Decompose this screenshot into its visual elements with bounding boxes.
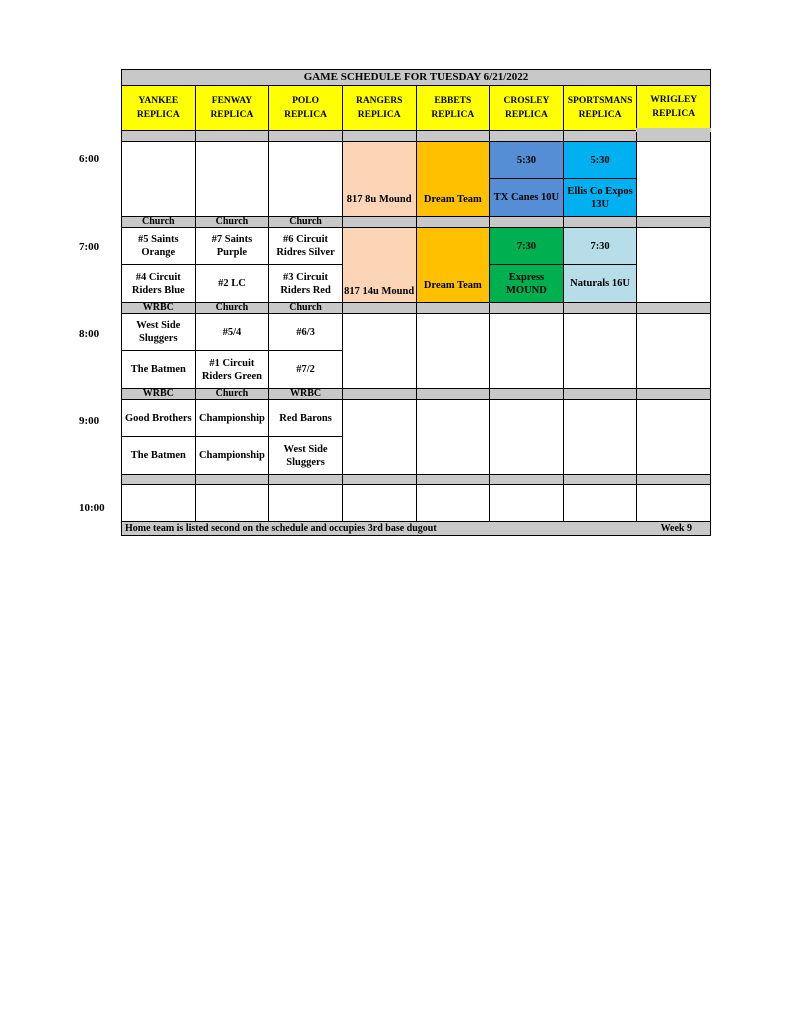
field-header: RANGERS REPLICA <box>342 86 416 131</box>
spacer-label: Church <box>269 303 343 314</box>
game-cell: #1 Circuit Riders Green <box>195 351 269 389</box>
empty-cell <box>637 142 711 217</box>
game-cell: Naturals 16U <box>563 265 637 303</box>
time-label: 10:00 <box>79 502 105 514</box>
empty-cell <box>195 142 269 217</box>
schedule-table <box>121 85 711 522</box>
game-cell: Dream Team <box>416 228 490 303</box>
field-header: EBBETS REPLICA <box>416 86 490 131</box>
game-cell: West Side Sluggers <box>122 314 196 351</box>
empty-cell <box>563 314 637 389</box>
field-header-row <box>122 86 711 131</box>
game-cell: Express MOUND <box>490 265 564 303</box>
game-cell: #7 Saints Purple <box>195 228 269 265</box>
game-cell: Championship <box>195 437 269 475</box>
game-cell: Championship <box>195 400 269 437</box>
time-label: 6:00 <box>79 153 100 165</box>
game-cell: #5 Saints Orange <box>122 228 196 265</box>
footer-note: Home team is listed second on the schedule and occupies 3rd base dugout <box>125 523 437 534</box>
spacer-label: WRBC <box>122 303 196 314</box>
game-cell: 817 8u Mound <box>342 142 416 217</box>
spacer-label: Church <box>195 217 269 228</box>
game-cell: The Batmen <box>122 351 196 389</box>
game-cell: #3 Circuit Riders Red <box>269 265 343 303</box>
field-header: POLO REPLICA <box>269 86 343 131</box>
game-cell: #2 LC <box>195 265 269 303</box>
spacer-label: Church <box>195 303 269 314</box>
game-cell: Red Barons <box>269 400 343 437</box>
game-cell: #7/2 <box>269 351 343 389</box>
game-cell: #4 Circuit Riders Blue <box>122 265 196 303</box>
spacer-label: WRBC <box>269 389 343 400</box>
week-label: Week 9 <box>660 523 692 534</box>
empty-cell <box>637 228 711 303</box>
empty-cell <box>269 142 343 217</box>
game-cell: #6 Circuit Ridres Silver <box>269 228 343 265</box>
game-time-cell: 5:30 <box>563 142 637 179</box>
schedule-footer <box>121 522 711 536</box>
spacer-label: Church <box>122 217 196 228</box>
field-header: SPORTSMANS REPLICA <box>563 86 637 131</box>
schedule-sheet <box>121 69 711 536</box>
empty-cell <box>342 400 416 475</box>
spacer-row <box>122 389 711 400</box>
empty-cell <box>490 400 564 475</box>
game-time-cell: 7:30 <box>563 228 637 265</box>
field-header: CROSLEY REPLICA <box>490 86 564 131</box>
spacer-row <box>122 303 711 314</box>
game-time-cell: 5:30 <box>490 142 564 179</box>
empty-cell <box>416 400 490 475</box>
slot-800-top <box>122 314 711 351</box>
field-header: FENWAY REPLICA <box>195 86 269 131</box>
spacer-row <box>122 217 711 228</box>
empty-cell <box>122 142 196 217</box>
spacer-label: WRBC <box>122 389 196 400</box>
game-cell: 817 14u Mound <box>342 228 416 303</box>
empty-cell <box>490 314 564 389</box>
slot-700-top <box>122 228 711 265</box>
time-label: 9:00 <box>79 415 100 427</box>
field-header: WRIGLEY REPLICA <box>637 86 711 131</box>
game-cell: West Side Sluggers <box>269 437 343 475</box>
game-cell: The Batmen <box>122 437 196 475</box>
game-cell: Dream Team <box>416 142 490 217</box>
slot-900-top <box>122 400 711 437</box>
spacer-label: Church <box>269 217 343 228</box>
schedule-title: GAME SCHEDULE FOR TUESDAY 6/21/2022 <box>121 69 711 85</box>
game-cell: #6/3 <box>269 314 343 351</box>
spacer-label: Church <box>195 389 269 400</box>
empty-cell <box>563 400 637 475</box>
game-cell: TX Canes 10U <box>490 179 564 217</box>
empty-cell <box>637 400 711 475</box>
empty-cell <box>637 314 711 389</box>
time-label: 7:00 <box>79 241 100 253</box>
slot-600-top <box>122 142 711 179</box>
time-label: 8:00 <box>79 328 100 340</box>
spacer-row <box>122 475 711 485</box>
game-time-cell: 7:30 <box>490 228 564 265</box>
game-cell: #5/4 <box>195 314 269 351</box>
empty-cell <box>416 314 490 389</box>
game-cell: Good Brothers <box>122 400 196 437</box>
field-header: YANKEE REPLICA <box>122 86 196 131</box>
game-cell: Ellis Co Expos 13U <box>563 179 637 217</box>
spacer-row <box>122 130 711 142</box>
empty-cell <box>342 314 416 389</box>
